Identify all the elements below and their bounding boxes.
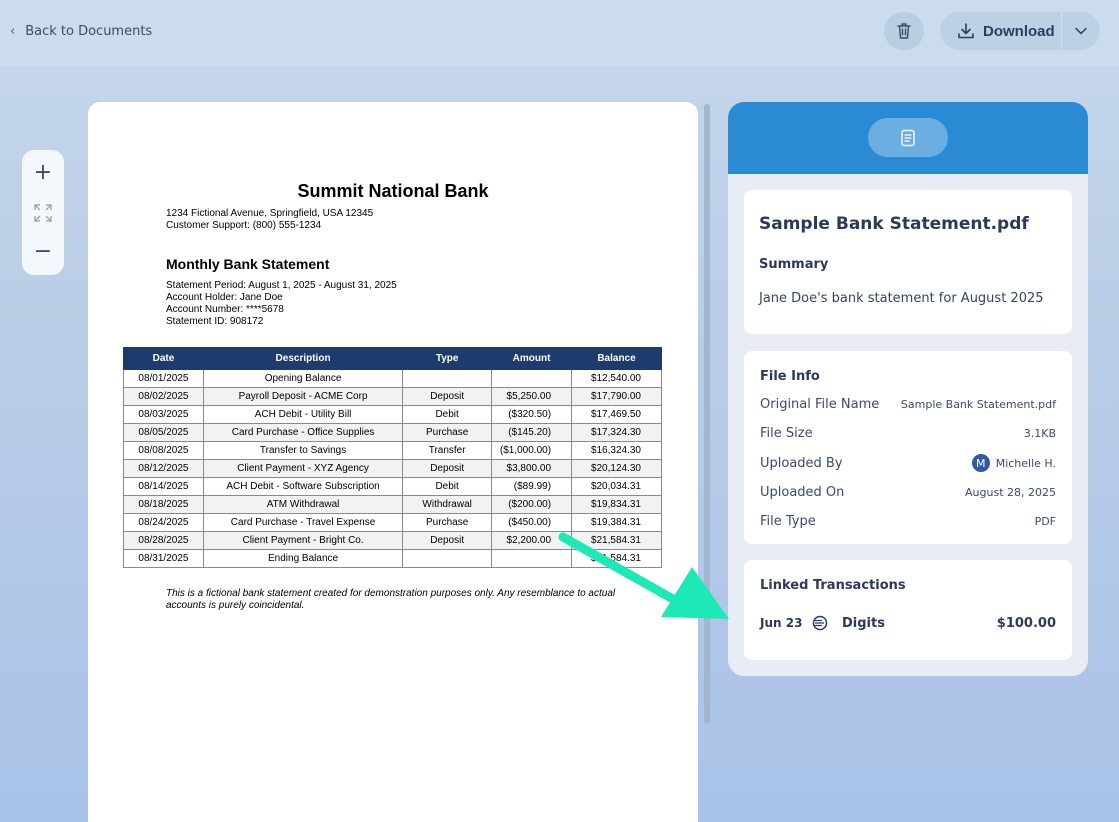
download-options-button[interactable] [1062, 12, 1100, 50]
table-header: Type [403, 348, 492, 370]
table-cell: Client Payment - Bright Co. [203, 532, 402, 550]
back-to-documents-link[interactable] [10, 21, 152, 41]
customer-support: Customer Support: (800) 555-1234 [166, 220, 322, 231]
linked-transactions-card [744, 560, 1072, 660]
statement-period: Statement Period: August 1, 2025 - August 31, 2025 [166, 280, 397, 291]
document-icon [900, 129, 916, 147]
account-number: Account Number: ****5678 [166, 304, 284, 315]
table-cell: $21,584.31 [572, 550, 662, 568]
statement-id: Statement ID: 908172 [166, 316, 264, 327]
table-cell: $5,250.00 [492, 388, 572, 406]
chevron-left-icon: ‹ [10, 23, 16, 39]
table-cell: 08/08/2025 [124, 442, 204, 460]
table-cell: Deposit [403, 460, 492, 478]
table-row [124, 478, 662, 496]
table-cell: ($1,000.00) [492, 442, 572, 460]
table-cell: Deposit [403, 388, 492, 406]
table-cell: ($89.99) [492, 478, 572, 496]
bank-address-block [166, 208, 373, 232]
table-cell: Payroll Deposit - ACME Corp [203, 388, 402, 406]
summary-card [744, 190, 1072, 334]
table-cell: Deposit [403, 532, 492, 550]
avatar: M [972, 454, 990, 472]
zoom-out-button[interactable]: − [33, 239, 53, 264]
table-row [124, 406, 662, 424]
transaction-amount: $100.00 [996, 615, 1056, 631]
linked-transactions-title: Linked Transactions [760, 578, 906, 593]
table-cell: 08/24/2025 [124, 514, 204, 532]
table-cell: ($450.00) [492, 514, 572, 532]
statement-info [166, 280, 397, 328]
table-cell: ($320.50) [492, 406, 572, 424]
document-preview [88, 102, 698, 822]
table-cell: 08/18/2025 [124, 496, 204, 514]
table-cell: Debit [403, 478, 492, 496]
table-cell: $2,200.00 [492, 532, 572, 550]
fit-to-screen-button[interactable] [28, 198, 58, 228]
statement-title: Monthly Bank Statement [166, 256, 330, 272]
table-cell [403, 550, 492, 568]
document-tab-button[interactable] [868, 118, 948, 157]
table-row [124, 496, 662, 514]
table-header: Description [203, 348, 402, 370]
table-cell: Card Purchase - Office Supplies [203, 424, 402, 442]
file-size-value: 3.1KB [1023, 426, 1056, 440]
transaction-date: Jun 23 [760, 616, 803, 630]
table-header: Balance [572, 348, 662, 370]
transaction-name: Digits [842, 615, 885, 631]
table-cell: Purchase [403, 424, 492, 442]
table-row [124, 442, 662, 460]
uploaded-on-value: August 28, 2025 [965, 485, 1056, 499]
table-header: Amount [492, 348, 572, 370]
table-cell: 08/02/2025 [124, 388, 204, 406]
download-icon [957, 22, 975, 40]
table-cell: $19,384.31 [572, 514, 662, 532]
trash-icon [896, 22, 912, 40]
file-type-row [760, 511, 1056, 531]
linked-transaction-row[interactable] [760, 612, 1056, 634]
table-cell: 08/14/2025 [124, 478, 204, 496]
table-cell: $17,324.30 [572, 424, 662, 442]
delete-button[interactable] [884, 12, 924, 50]
file-info-card [744, 351, 1072, 544]
table-cell: $3,800.00 [492, 460, 572, 478]
bank-address: 1234 Fictional Avenue, Springfield, USA 12345 [166, 208, 374, 219]
table-cell [403, 370, 492, 388]
table-cell: ACH Debit - Software Subscription [203, 478, 402, 496]
account-holder: Account Holder: Jane Doe [166, 292, 283, 303]
table-cell: $21,584.31 [572, 532, 662, 550]
uploaded-by-value [972, 454, 1056, 472]
disclaimer: This is a fictional bank statement created for demonstration purposes only. Any resemblance to actual accounts is purely coincidental. [166, 588, 616, 611]
uploaded-by-row [760, 453, 1056, 473]
summary-label: Summary [759, 257, 829, 272]
table-row [124, 388, 662, 406]
table-cell: $20,034.31 [572, 478, 662, 496]
table-header: Date [124, 348, 204, 370]
file-info-title: File Info [760, 369, 820, 384]
table-row [124, 370, 662, 388]
info-key: Uploaded On [760, 484, 845, 500]
uploaded-on-row [760, 482, 1056, 502]
uploader-name: Michelle H. [995, 456, 1056, 470]
table-cell: 08/28/2025 [124, 532, 204, 550]
table-header-row [124, 348, 662, 370]
original-file-name-row [760, 394, 1056, 414]
download-button-group [940, 12, 1100, 50]
zoom-in-button[interactable]: + [33, 160, 53, 185]
top-bar [0, 0, 1119, 67]
table-cell: Purchase [403, 514, 492, 532]
table-cell: 08/31/2025 [124, 550, 204, 568]
document-scrollbar[interactable] [704, 104, 710, 724]
table-cell: $16,324.30 [572, 442, 662, 460]
table-cell: ATM Withdrawal [203, 496, 402, 514]
table-cell: Ending Balance [203, 550, 402, 568]
details-panel [728, 102, 1088, 676]
file-type-value: PDF [1034, 514, 1056, 528]
table-cell: $12,540.00 [572, 370, 662, 388]
panel-header [728, 102, 1088, 174]
table-cell: 08/01/2025 [124, 370, 204, 388]
download-label: Download [983, 22, 1055, 40]
table-cell: ACH Debit - Utility Bill [203, 406, 402, 424]
table-cell: Transfer [403, 442, 492, 460]
table-cell: $20,124.30 [572, 460, 662, 478]
table-cell: Opening Balance [203, 370, 402, 388]
download-button[interactable] [940, 12, 1061, 50]
digits-logo-icon [812, 615, 832, 631]
table-cell: $17,790.00 [572, 388, 662, 406]
info-key: Uploaded By [760, 455, 843, 471]
table-cell: ($145.20) [492, 424, 572, 442]
file-size-row [760, 423, 1056, 443]
bank-name: Summit National Bank [297, 181, 489, 201]
table-cell: $17,469.50 [572, 406, 662, 424]
info-key: Original File Name [760, 396, 880, 412]
table-row [124, 424, 662, 442]
table-cell: 08/03/2025 [124, 406, 204, 424]
info-key: File Size [760, 425, 813, 441]
original-file-name-value: Sample Bank Statement.pdf [900, 397, 1056, 411]
table-cell: $19,834.31 [572, 496, 662, 514]
file-title: Sample Bank Statement.pdf [759, 214, 1029, 234]
summary-text: Jane Doe's bank statement for August 2025 [759, 291, 1044, 306]
table-cell: Debit [403, 406, 492, 424]
table-cell: 08/12/2025 [124, 460, 204, 478]
fit-screen-icon [34, 204, 52, 222]
table-row [124, 460, 662, 478]
table-cell: Client Payment - XYZ Agency [203, 460, 402, 478]
info-key: File Type [760, 513, 816, 529]
annotation-arrow-icon [555, 525, 730, 625]
back-label: Back to Documents [25, 23, 153, 39]
table-cell: 08/05/2025 [124, 424, 204, 442]
table-cell [492, 370, 572, 388]
zoom-controls [22, 150, 64, 275]
table-cell: Transfer to Savings [203, 442, 402, 460]
table-cell: Card Purchase - Travel Expense [203, 514, 402, 532]
table-cell: Withdrawal [403, 496, 492, 514]
table-cell: ($200.00) [492, 496, 572, 514]
chevron-down-icon [1075, 27, 1087, 35]
